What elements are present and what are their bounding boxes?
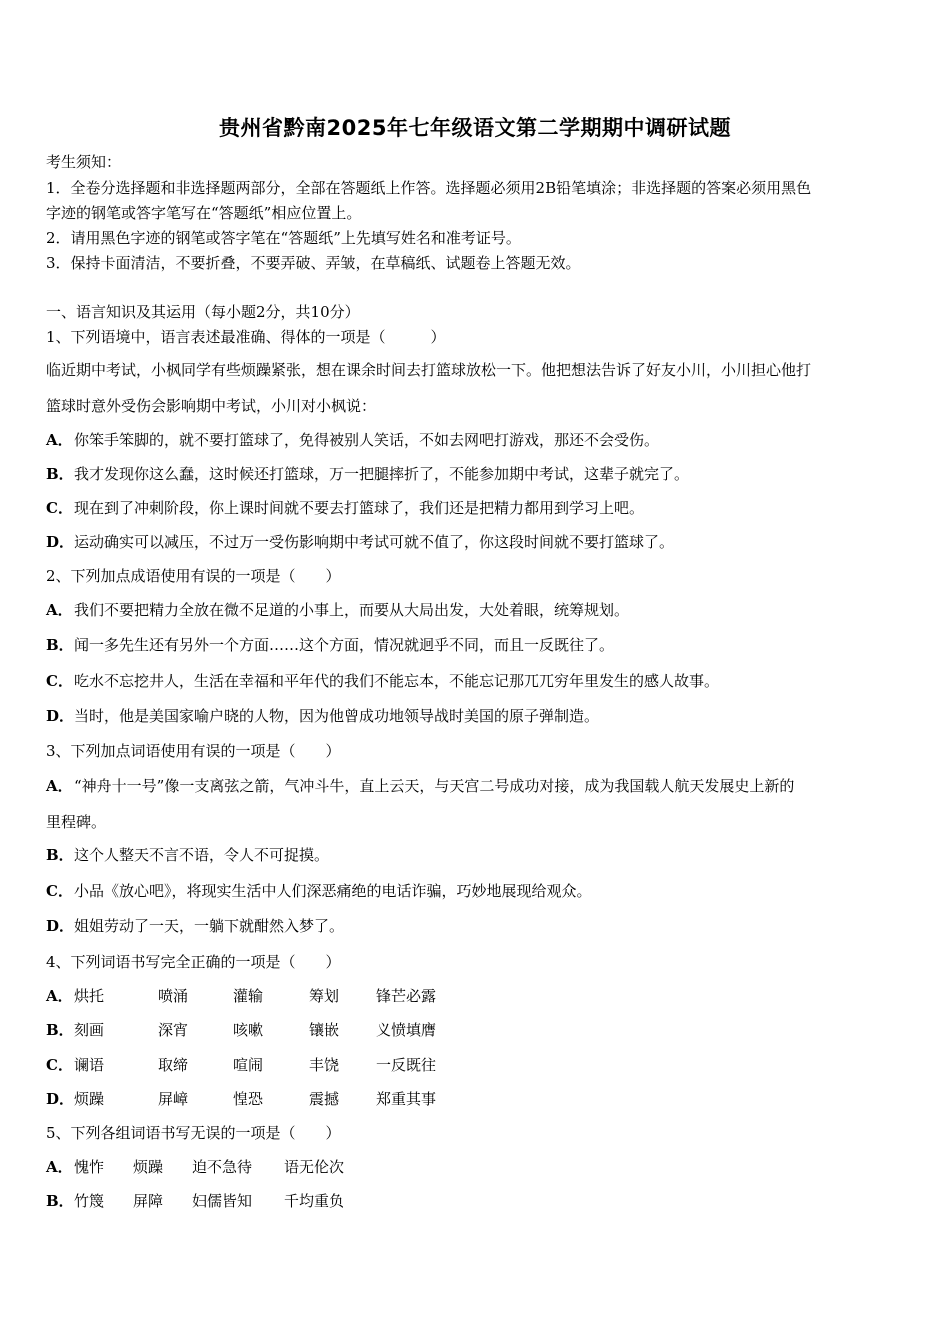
option-letter: A．	[46, 431, 73, 449]
answer-option-c	[46, 671, 908, 691]
answer-option-a-continued: 里程碑。	[46, 813, 107, 831]
word: 烦躁	[74, 1090, 105, 1108]
question-context: 临近期中考试，小枫同学有些烦躁紧张，想在课余时间去打篮球放松一下。他把想法告诉了好友小川，小川担心他打	[46, 361, 812, 379]
word: 刻画	[74, 1021, 105, 1039]
option-letter: A．	[46, 987, 73, 1005]
option-text: 当时，他是美国家喻户晓的人物，因为他曾成功地领导战时美国的原子弹制造。	[74, 707, 600, 725]
word: 义愤填膺	[376, 1021, 437, 1039]
option-text: 小品《放心吧》，将现实生活中人们深恶痛绝的电话诈骗，巧妙地展现给观众。	[74, 882, 592, 900]
word: 喷涌	[158, 987, 189, 1005]
option-text: 我们不要把精力全放在微不足道的小事上，而要从大局出发，大处着眼，统筹规划。	[74, 601, 630, 619]
word: 竹篾	[74, 1192, 105, 1210]
word: 妇儒皆知	[192, 1192, 253, 1210]
option-text: 姐姐劳动了一天，一躺下就酣然入梦了。	[74, 917, 345, 935]
word: 烘托	[74, 987, 105, 1005]
option-text: “神舟十一号”像一支离弦之箭，气冲斗牛，直上云天，与天宫二号成功对接，成为我国载人航天发展史上新的	[74, 777, 795, 795]
answer-option-c	[46, 498, 908, 518]
answer-option-b	[46, 845, 908, 865]
word: 丰饶	[309, 1056, 340, 1074]
word: 屏嶂	[158, 1090, 189, 1108]
page-title: 贵州省黔南2025年七年级语文第二学期期中调研试题	[219, 116, 731, 140]
word: 灌输	[233, 987, 264, 1005]
notice-item: 2．请用黑色字迹的钢笔或答字笔在“答题纸”上先填写姓名和准考证号。	[46, 229, 521, 247]
option-text: 这个人整天不言不语，令人不可捉摸。	[74, 846, 330, 864]
word: 千均重负	[284, 1192, 345, 1210]
option-text: 运动确实可以减压，不过万一受伤影响期中考试可就不值了，你这段时间就不要打篮球了。	[74, 533, 675, 551]
word: 筹划	[309, 987, 340, 1005]
word: 震撼	[309, 1090, 340, 1108]
question-context: 篮球时意外受伤会影响期中考试，小川对小枫说：	[46, 397, 377, 415]
word: 咳嗽	[233, 1021, 264, 1039]
option-letter: D．	[46, 533, 75, 551]
notice-item: 3．保持卡面清洁，不要折叠，不要弄破、弄皱，在草稿纸、试题卷上答题无效。	[46, 254, 581, 272]
word: 深宵	[158, 1021, 189, 1039]
question-stem: 1、下列语境中，语言表述最准确、得体的一项是（ ）	[46, 328, 446, 346]
word: 谰语	[74, 1056, 105, 1074]
word: 郑重其事	[376, 1090, 437, 1108]
answer-option-d	[46, 706, 908, 726]
word: 惶恐	[233, 1090, 264, 1108]
option-letter: C．	[46, 672, 73, 690]
question-stem: 2、下列加点成语使用有误的一项是（ ）	[46, 567, 341, 585]
question-stem: 4、下列词语书写完全正确的一项是（ ）	[46, 953, 341, 971]
word: 烦躁	[133, 1158, 164, 1176]
word: 喧闹	[233, 1056, 264, 1074]
option-letter: B．	[46, 846, 74, 864]
word: 锋芒必露	[376, 987, 437, 1005]
answer-option-a	[46, 776, 908, 796]
option-letter: B．	[46, 636, 74, 654]
answer-option-a	[46, 430, 908, 450]
word: 取缔	[158, 1056, 189, 1074]
notice-heading: 考生须知：	[46, 153, 122, 171]
section-heading: 一、语言知识及其运用（每小题2分，共10分）	[46, 303, 360, 321]
option-letter: A．	[46, 777, 73, 795]
word: 镶嵌	[309, 1021, 340, 1039]
option-letter: D．	[46, 1090, 75, 1108]
option-letter: B．	[46, 465, 74, 483]
word: 屏障	[133, 1192, 164, 1210]
option-letter: C．	[46, 882, 73, 900]
option-letter: D．	[46, 917, 75, 935]
answer-option-b	[46, 635, 908, 655]
answer-option-d	[46, 532, 908, 552]
option-text: 吃水不忘挖井人，生活在幸福和平年代的我们不能忘本，不能忘记那兀兀穷年里发生的感人故事。	[74, 672, 720, 690]
option-letter: D．	[46, 707, 75, 725]
option-letter: C．	[46, 499, 73, 517]
word: 迫不急待	[192, 1158, 253, 1176]
word: 愧怍	[74, 1158, 105, 1176]
option-letter: C．	[46, 1056, 73, 1074]
question-stem: 5、下列各组词语书写无误的一项是（ ）	[46, 1124, 341, 1142]
option-text: 你笨手笨脚的，就不要打篮球了，免得被别人笑话，不如去网吧打游戏，那还不会受伤。	[74, 431, 660, 449]
answer-option-c	[46, 881, 908, 901]
word: 一反既往	[376, 1056, 437, 1074]
answer-option-a	[46, 600, 908, 620]
option-letter: B．	[46, 1021, 74, 1039]
word: 语无伦次	[284, 1158, 345, 1176]
option-letter: B．	[46, 1192, 74, 1210]
question-stem: 3、下列加点词语使用有误的一项是（ ）	[46, 742, 341, 760]
option-text: 我才发现你这么蠢，这时候还打篮球，万一把腿摔折了，不能参加期中考试，这辈子就完了。	[74, 465, 690, 483]
answer-option-d	[46, 916, 908, 936]
option-letter: A．	[46, 1158, 73, 1176]
option-letter: A．	[46, 601, 73, 619]
answer-option-b	[46, 464, 908, 484]
option-text: 闻一多先生还有另外一个方面……这个方面，情况就迥乎不同，而且一反既往了。	[74, 636, 615, 654]
option-text: 现在到了冲刺阶段，你上课时间就不要去打篮球了，我们还是把精力都用到学习上吧。	[74, 499, 645, 517]
notice-item: 字迹的钢笔或答字笔写在“答题纸”相应位置上。	[46, 204, 362, 222]
notice-item: 1．全卷分选择题和非选择题两部分，全部在答题纸上作答。选择题必须用2B铅笔填涂；非选择题的答案必须用黑色	[46, 179, 812, 197]
